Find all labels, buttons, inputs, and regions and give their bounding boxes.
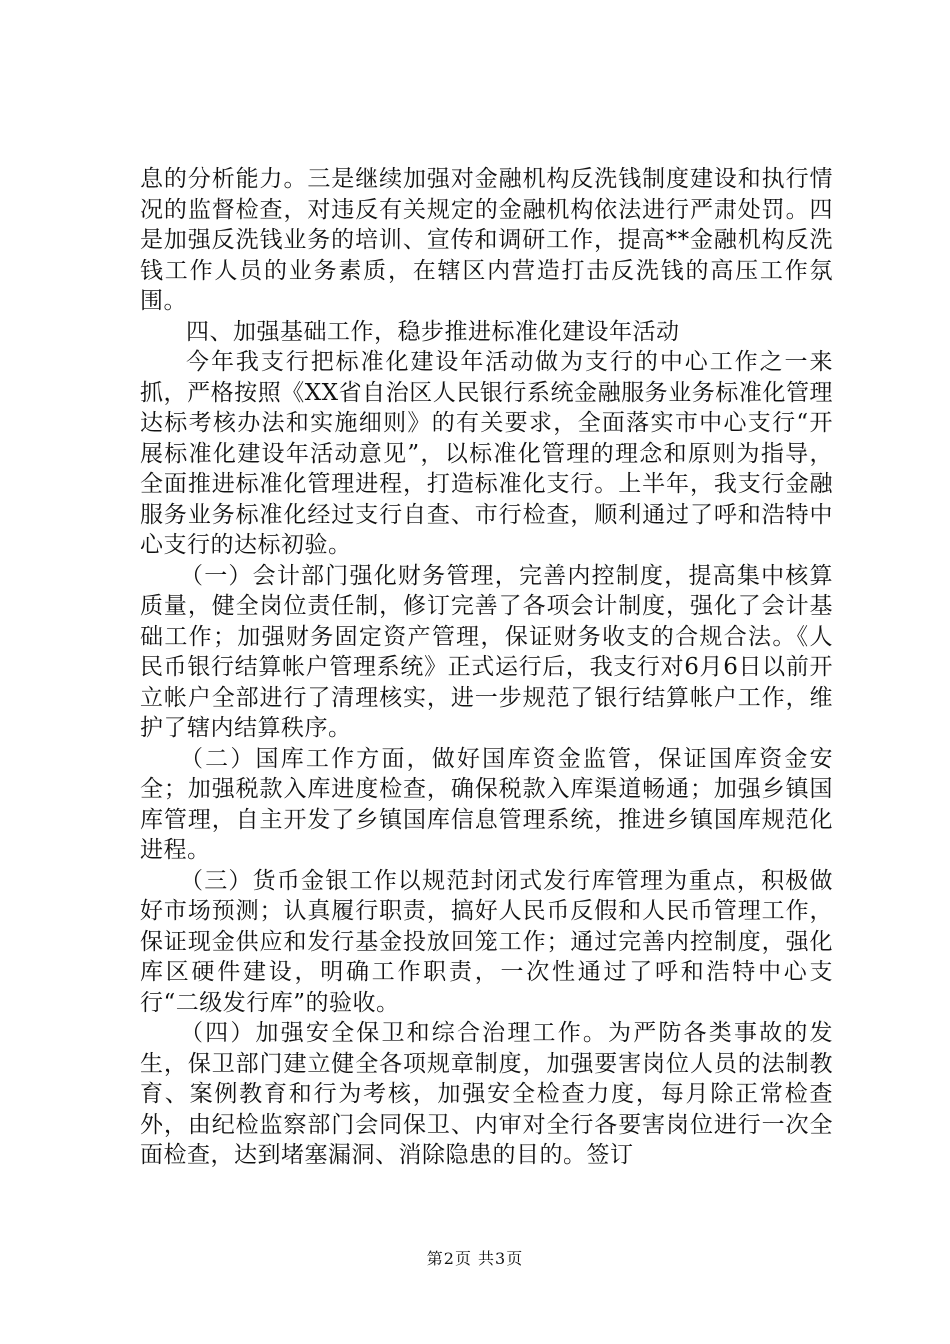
section-heading: 四、加强基础工作，稳步推进标准化建设年活动 [186,318,680,345]
paragraph-continuation: 息的分析能力。三是继续加强对金融机构反洗钱制度建设和执行情况的监督检查，对违反有关规定的金融机构依法进行严肃处罚。四是加强反洗钱业务的培训、宣传和调研工作，提高**金融机构反洗钱工作人员的业务素质，在辖区内营造打击反洗钱的高压工作氛围。 [140,166,833,314]
paragraph-treasury: （二）国库工作方面，做好国库资金监管，保证国库资金安全；加强税款入库进度检查，确保税款入库渠道畅通；加强乡镇国库管理，自主开发了乡镇国库信息管理系统，推进乡镇国库规范化进程。 [140,745,833,863]
page-number-footer: 第2页 共3页 [426,1249,524,1268]
document-body [140,164,833,1171]
paragraph-accounting: （一）会计部门强化财务管理，完善内控制度，提高集中核算质量，健全岗位责任制，修订完善了各项会计制度，强化了会计基础工作；加强财务固定资产管理，保证财务收支的合规合法。《人民币银行结算帐户管理系统》正式运行后，我支行对6月6日以前开立帐户全部进行了清理核实，进一步规范了银行结算帐户工作，维护了辖内结算秩序。 [140,562,833,741]
paragraph-currency: （三）货币金银工作以规范封闭式发行库管理为重点，积极做好市场预测；认真履行职责，搞好人民币反假和人民币管理工作，保证现金供应和发行基金投放回笼工作；通过完善内控制度，强化库区硬件建设，明确工作职责，一次性通过了呼和浩特中心支行“二级发行库”的验收。 [140,867,833,1016]
paragraph-standardization: 今年我支行把标准化建设年活动做为支行的中心工作之一来抓，严格按照《XX省自治区人民银行系统金融服务业务标准化管理达标考核办法和实施细则》的有关要求，全面落实市中心支行“开展标准化建设年活动意见”，以标准化管理的理念和原则为指导，全面推进标准化管理进程，打造标准化支行。上半年，我支行金融服务业务标准化经过支行自查、市行检查，顺利通过了呼和浩特中心支行的达标初验。 [140,349,833,558]
paragraph-security: （四）加强安全保卫和综合治理工作。为严防各类事故的发生，保卫部门建立健全各项规章制度，加强要害岗位人员的法制教育、案例教育和行为考核，加强安全检查力度，每月除正常检查外，由纪检监察部门会同保卫、内审对全行各要害岗位进行一次全面检查，达到堵塞漏洞、消除隐患的目的。签订 [140,1020,833,1168]
